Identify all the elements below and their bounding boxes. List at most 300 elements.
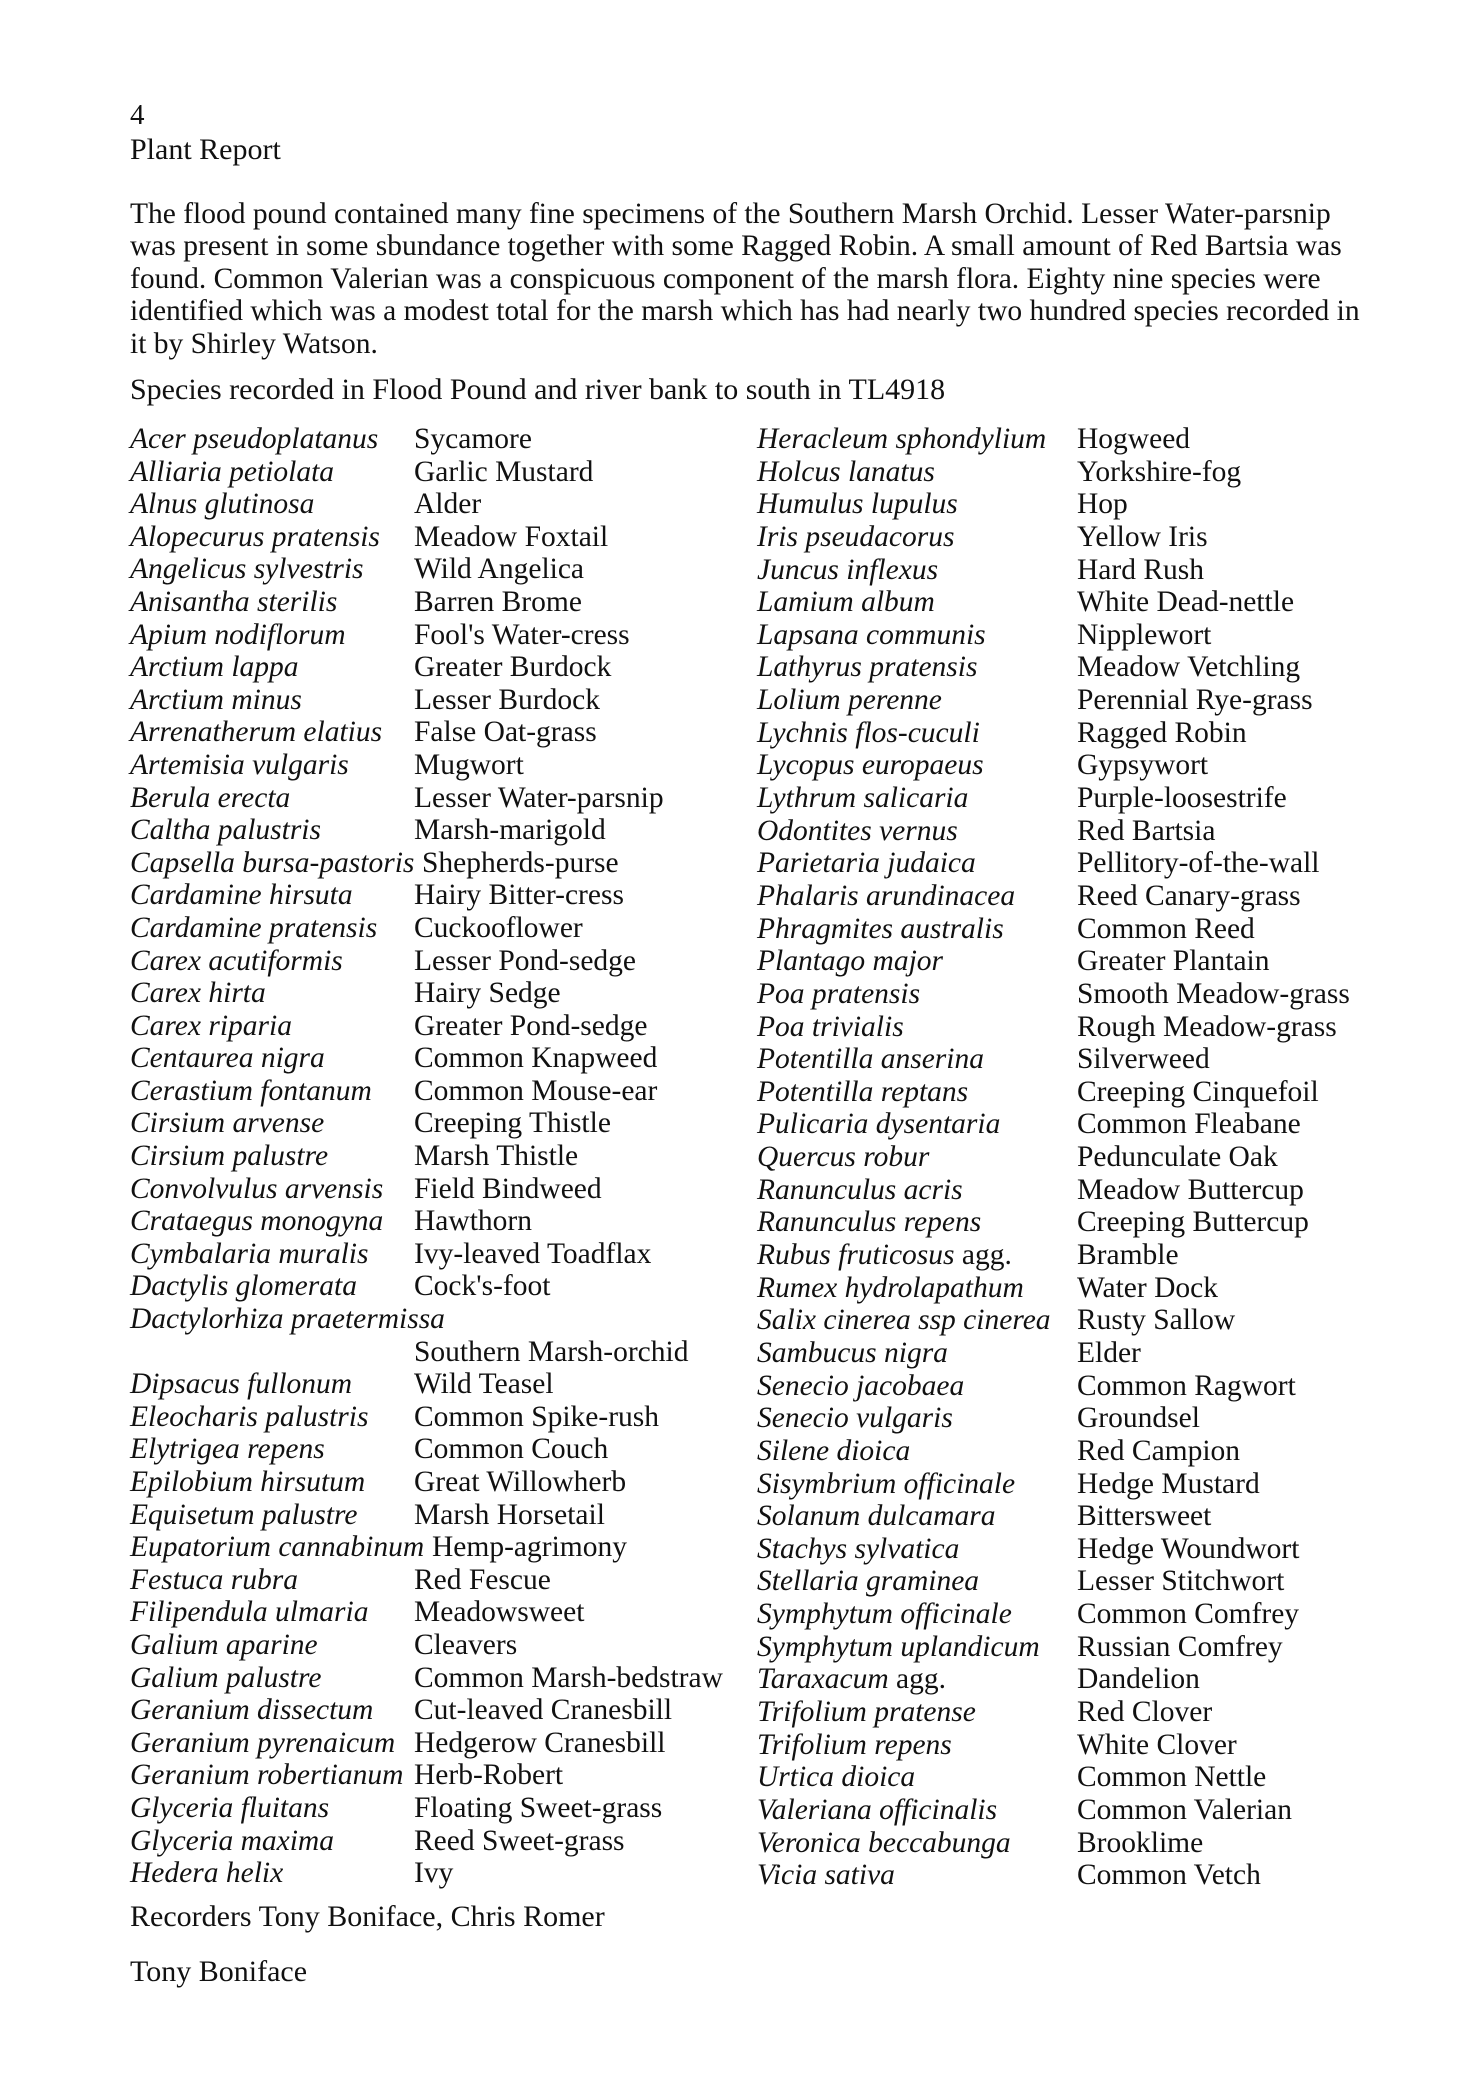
latin-name-text: Salix cinerea ssp cinerea — [757, 1304, 1051, 1337]
species-row — [757, 1370, 1417, 1403]
latin-name-text: Equisetum palustre — [130, 1498, 358, 1531]
species-row — [130, 1694, 760, 1727]
species-row — [130, 782, 760, 815]
common-name: Meadow Vetchling — [1077, 651, 1301, 684]
latin-name-text: Quercus robur — [757, 1141, 930, 1174]
latin-name — [757, 1598, 1012, 1631]
species-row — [130, 1596, 760, 1629]
common-name: Wild Angelica — [414, 553, 585, 586]
latin-name-text: Galium aparine — [130, 1628, 318, 1661]
latin-name — [130, 1531, 424, 1564]
latin-name-text: Cymbalaria muralis — [130, 1237, 369, 1270]
common-name: White Clover — [1077, 1728, 1237, 1761]
common-name: Gypsywort — [1077, 749, 1209, 782]
species-row — [130, 1075, 760, 1108]
latin-name-text: Trifolium repens — [757, 1728, 952, 1761]
latin-name — [757, 1533, 959, 1566]
common-name: False Oat-grass — [414, 716, 597, 749]
latin-name-text: Phragmites australis — [757, 912, 1004, 945]
species-row — [757, 1011, 1417, 1044]
species-row — [130, 1792, 760, 1825]
latin-name-text: Humulus lupulus — [757, 488, 958, 521]
species-row — [757, 1500, 1417, 1533]
common-name: Pellitory-of-the-wall — [1077, 847, 1320, 880]
species-row — [757, 1468, 1417, 1501]
latin-name — [130, 1075, 372, 1108]
latin-name — [757, 554, 938, 587]
latin-name-text: Sisymbrium officinale — [757, 1467, 1016, 1500]
latin-name-text: Cirsium palustre — [130, 1140, 329, 1173]
common-name: Southern Marsh-orchid — [414, 1335, 689, 1368]
latin-name-text: Galium palustre — [130, 1661, 322, 1694]
latin-name-text: Silene dioica — [757, 1434, 911, 1467]
common-name: Fool's Water-cress — [414, 618, 630, 651]
latin-name-text: Lathyrus pratensis — [757, 651, 978, 684]
latin-name — [130, 716, 382, 749]
latin-name — [757, 1337, 948, 1370]
species-list-left — [130, 423, 760, 1890]
common-name: Smooth Meadow-grass — [1077, 977, 1350, 1010]
latin-name — [757, 456, 935, 489]
latin-name — [130, 782, 290, 815]
latin-name-text: Carex riparia — [130, 1009, 292, 1042]
common-name: Yorkshire-fog — [1077, 455, 1242, 488]
common-name: Hairy Bitter-cress — [414, 879, 624, 912]
latin-name — [130, 912, 377, 945]
latin-name-text: Lapsana communis — [757, 618, 986, 651]
latin-name — [757, 1663, 946, 1696]
latin-name — [757, 978, 920, 1011]
latin-name-text: Potentilla reptans — [757, 1075, 969, 1108]
latin-name — [130, 1857, 283, 1890]
latin-name-text: Glyceria fluitans — [130, 1791, 330, 1824]
common-name: Common Mouse-ear — [414, 1074, 658, 1107]
common-name: Reed Canary-grass — [1077, 879, 1301, 912]
common-name: Bramble — [1077, 1239, 1179, 1272]
latin-name-text: Eupatorium cannabinum — [130, 1531, 425, 1564]
common-name: Common Reed — [1077, 912, 1255, 945]
common-name: Greater Pond-sedge — [414, 1009, 648, 1042]
latin-name-text: Symphytum uplandicum — [757, 1630, 1040, 1663]
species-row — [130, 1368, 760, 1401]
common-name: Hedge Woundwort — [1077, 1532, 1300, 1565]
species-row — [757, 782, 1417, 815]
latin-name-text: Taraxacum — [757, 1663, 889, 1696]
species-row — [757, 1239, 1417, 1272]
latin-name-text: Lolium perenne — [757, 684, 942, 717]
latin-name — [130, 1466, 365, 1499]
latin-name-text: Angelicus sylvestris — [130, 553, 364, 586]
species-row — [130, 1107, 760, 1140]
common-name: Common Knapweed — [414, 1042, 658, 1075]
species-row — [130, 488, 760, 521]
species-row — [130, 879, 760, 912]
species-row — [130, 912, 760, 945]
common-name: Marsh Thistle — [414, 1140, 579, 1173]
species-row — [130, 1140, 760, 1173]
latin-name — [757, 1631, 1040, 1664]
species-row — [130, 1173, 760, 1206]
species-row — [130, 1238, 760, 1271]
species-row — [130, 847, 760, 880]
common-name: White Dead-nettle — [1077, 586, 1295, 619]
author-signature: Tony Boniface — [130, 1955, 308, 1988]
species-row — [130, 1270, 760, 1303]
common-name: Rough Meadow-grass — [1077, 1010, 1337, 1043]
species-row — [130, 1336, 760, 1369]
latin-name — [130, 1140, 328, 1173]
latin-name-text: Poa pratensis — [757, 977, 921, 1010]
latin-name-text: Glyceria maxima — [130, 1824, 334, 1857]
latin-name-text: Dipsacus fullonum — [130, 1368, 353, 1401]
common-name: Creeping Thistle — [414, 1107, 611, 1140]
common-name: Alder — [414, 488, 482, 521]
latin-name-text: Geranium robertianum — [130, 1759, 404, 1792]
species-row — [130, 1205, 760, 1238]
common-name: Herb-Robert — [414, 1759, 564, 1792]
page-title: Plant Report — [130, 133, 281, 166]
species-row — [130, 945, 760, 978]
common-name: Reed Sweet-grass — [414, 1824, 625, 1857]
species-row — [757, 1435, 1417, 1468]
latin-name-text: Artemisia vulgaris — [130, 748, 349, 781]
species-row — [130, 586, 760, 619]
species-row — [130, 1466, 760, 1499]
common-name: Field Bindweed — [414, 1172, 602, 1205]
common-name: Common Couch — [414, 1433, 609, 1466]
common-name: Hogweed — [1077, 423, 1191, 455]
species-row — [757, 1043, 1417, 1076]
latin-name — [130, 1010, 292, 1043]
latin-name — [757, 651, 977, 684]
latin-name-text: Arctium lappa — [130, 651, 299, 684]
common-name: Silverweed — [1077, 1043, 1210, 1076]
latin-name-text: Vicia sativa — [757, 1859, 895, 1892]
common-name: Red Bartsia — [1077, 814, 1216, 847]
latin-name — [757, 749, 984, 782]
latin-name — [757, 847, 976, 880]
common-name: Great Willowherb — [414, 1466, 627, 1498]
latin-name — [130, 521, 380, 554]
latin-name-text: Epilobium hirsutum — [130, 1466, 366, 1498]
latin-name-text: Urtica dioica — [757, 1761, 916, 1794]
latin-name — [757, 1304, 1051, 1337]
latin-name-text: Lychnis flos-cuculi — [757, 716, 980, 749]
common-name: Cock's-foot — [414, 1270, 551, 1303]
species-row — [757, 554, 1417, 587]
species-row — [130, 1662, 760, 1695]
common-name: Dandelion — [1077, 1663, 1200, 1696]
latin-name — [130, 879, 353, 912]
latin-name-text: Centaurea nigra — [130, 1042, 325, 1075]
latin-name-text: Arrenatherum elatius — [130, 716, 383, 749]
species-row — [130, 1401, 760, 1434]
latin-name — [130, 1596, 368, 1629]
latin-name-text: Dactylis glomerata — [130, 1270, 357, 1303]
common-name: Hard Rush — [1077, 553, 1205, 586]
common-name: Ragged Robin — [1077, 716, 1247, 749]
latin-name-text: Plantago major — [757, 945, 944, 978]
species-row — [757, 1337, 1417, 1370]
latin-name — [757, 1468, 1015, 1501]
species-row — [130, 1531, 760, 1564]
species-row — [757, 1696, 1417, 1729]
species-row — [130, 619, 760, 652]
common-name: Floating Sweet-grass — [414, 1791, 663, 1824]
aggregate-note: agg. — [896, 1663, 947, 1696]
latin-name-text: Holcus lanatus — [757, 455, 935, 488]
common-name: Bittersweet — [1077, 1500, 1212, 1533]
species-row — [130, 1857, 760, 1890]
species-row — [757, 1663, 1417, 1696]
common-name: Hedge Mustard — [1077, 1467, 1260, 1500]
latin-name — [130, 684, 302, 717]
latin-name — [757, 619, 986, 652]
latin-name-text: Rubus fruticosus — [757, 1239, 955, 1272]
common-name: Meadow Buttercup — [1077, 1173, 1304, 1206]
latin-name-text: Iris pseudacorus — [757, 520, 955, 553]
latin-name-text: Alliaria petiolata — [130, 455, 335, 488]
latin-name-text: Stellaria graminea — [757, 1565, 980, 1598]
latin-name — [130, 651, 299, 684]
species-row — [130, 684, 760, 717]
latin-name — [130, 553, 364, 586]
latin-name-text: Lamium album — [757, 586, 935, 619]
common-name: Rusty Sallow — [1077, 1304, 1236, 1337]
common-name: Mugwort — [414, 748, 524, 781]
species-row — [130, 553, 760, 586]
latin-name-text: Capsella bursa-pastoris — [130, 846, 415, 879]
common-name: Groundsel — [1077, 1402, 1200, 1435]
species-row — [130, 749, 760, 782]
latin-name-text: Senecio jacobaea — [757, 1369, 965, 1402]
latin-name-text: Valeriana officinalis — [757, 1793, 998, 1826]
latin-name-text: Pulicaria dysentaria — [757, 1108, 1001, 1141]
species-row — [130, 814, 760, 847]
common-name: Hawthorn — [414, 1205, 532, 1238]
species-row — [757, 651, 1417, 684]
latin-name-text: Festuca rubra — [130, 1563, 298, 1596]
latin-name-text: Crataegus monogyna — [130, 1205, 384, 1238]
species-row — [757, 978, 1417, 1011]
common-name: Ivy-leaved Toadflax — [414, 1237, 652, 1270]
latin-name-text: Filipendula ulmaria — [130, 1596, 369, 1629]
latin-name-text: Poa trivialis — [757, 1010, 904, 1043]
species-row — [757, 880, 1417, 913]
latin-name — [757, 782, 968, 815]
species-row — [757, 1076, 1417, 1109]
latin-name — [757, 913, 1004, 946]
latin-name — [130, 1825, 334, 1858]
common-name: Red Fescue — [414, 1563, 551, 1596]
latin-name — [757, 945, 943, 978]
species-row — [757, 1533, 1417, 1566]
latin-name — [757, 1011, 904, 1044]
common-name: Water Dock — [1077, 1271, 1218, 1304]
common-name: Common Spike-rush — [414, 1400, 660, 1433]
species-row — [130, 423, 760, 456]
common-name: Shepherds-purse — [422, 846, 619, 879]
common-name: Red Clover — [1077, 1695, 1213, 1728]
latin-name — [130, 1238, 368, 1271]
latin-name — [130, 1042, 325, 1075]
latin-name — [130, 945, 343, 978]
species-row — [757, 847, 1417, 880]
species-row — [757, 1761, 1417, 1794]
common-name: Creeping Cinquefoil — [1077, 1075, 1319, 1108]
latin-name — [130, 1303, 445, 1336]
latin-name-text: Geranium pyrenaicum — [130, 1726, 396, 1759]
species-row — [757, 423, 1417, 456]
common-name: Elder — [1077, 1336, 1141, 1369]
latin-name — [757, 880, 1015, 913]
species-row — [130, 456, 760, 489]
latin-name — [130, 423, 378, 456]
species-row — [130, 1433, 760, 1466]
latin-name — [130, 847, 414, 880]
species-row — [130, 1499, 760, 1532]
common-name: Creeping Buttercup — [1077, 1206, 1309, 1239]
common-name: Perennial Rye-grass — [1077, 684, 1313, 717]
species-row — [757, 913, 1417, 946]
species-row — [757, 619, 1417, 652]
species-row — [130, 716, 760, 749]
species-row — [130, 521, 760, 554]
latin-name — [757, 1076, 968, 1109]
species-row — [130, 1042, 760, 1075]
latin-name-text: Convolvulus arvensis — [130, 1172, 384, 1205]
latin-name — [130, 1401, 368, 1434]
latin-name — [757, 1794, 997, 1827]
common-name: Common Marsh-bedstraw — [414, 1661, 723, 1694]
common-name: Russian Comfrey — [1077, 1630, 1283, 1663]
species-row — [757, 521, 1417, 554]
latin-name — [130, 1433, 325, 1466]
common-name: Barren Brome — [414, 585, 582, 618]
species-row — [757, 1206, 1417, 1239]
common-name: Ivy — [414, 1857, 454, 1890]
common-name: Marsh Horsetail — [414, 1498, 605, 1531]
common-name: Meadow Foxtail — [414, 520, 609, 553]
common-name: Cleavers — [414, 1628, 518, 1661]
common-name: Red Campion — [1077, 1434, 1241, 1467]
species-row — [757, 456, 1417, 489]
common-name: Cuckooflower — [414, 911, 583, 944]
common-name: Common Nettle — [1077, 1761, 1267, 1794]
common-name: Garlic Mustard — [414, 455, 594, 488]
latin-name — [130, 1270, 357, 1303]
latin-name — [757, 1565, 979, 1598]
common-name: Purple-loosestrife — [1077, 782, 1287, 815]
latin-name-text: Cardamine hirsuta — [130, 879, 353, 912]
latin-name-text: Stachys sylvatica — [757, 1532, 960, 1565]
species-row — [130, 1303, 760, 1336]
latin-name — [757, 1370, 964, 1403]
latin-name — [757, 684, 942, 717]
latin-name-text: Ranunculus acris — [757, 1173, 963, 1206]
common-name: Lesser Pond-sedge — [414, 944, 637, 977]
common-name: Marsh-marigold — [414, 814, 606, 847]
latin-name-text: Carex hirta — [130, 977, 266, 1010]
species-row — [757, 1272, 1417, 1305]
common-name: Hairy Sedge — [414, 977, 561, 1010]
common-name: Lesser Burdock — [414, 683, 600, 716]
latin-name — [130, 586, 337, 619]
latin-name-text: Potentilla anserina — [757, 1043, 984, 1076]
latin-name-text: Solanum dulcamara — [757, 1500, 996, 1533]
species-row — [757, 1565, 1417, 1598]
latin-name-text: Caltha palustris — [130, 814, 321, 847]
latin-name-text: Acer pseudoplatanus — [130, 423, 379, 455]
species-row — [130, 1010, 760, 1043]
species-list-right — [757, 423, 1417, 1892]
latin-name-text: Carex acutiformis — [130, 944, 343, 977]
latin-name — [130, 977, 266, 1010]
latin-name-text: Parietaria judaica — [757, 847, 976, 880]
latin-name — [757, 1500, 995, 1533]
species-list-heading: Species recorded in Flood Pound and river bank to south in TL4918 — [130, 373, 946, 406]
species-row — [757, 1108, 1417, 1141]
latin-name — [130, 1629, 318, 1662]
latin-name-text: Cerastium fontanum — [130, 1074, 372, 1107]
latin-name-text: Elytrigea repens — [130, 1433, 325, 1466]
latin-name-text: Symphytum officinale — [757, 1598, 1012, 1631]
latin-name — [130, 749, 349, 782]
common-name: Common Fleabane — [1077, 1108, 1301, 1141]
latin-name — [130, 1792, 329, 1825]
species-row — [757, 749, 1417, 782]
common-name: Nipplewort — [1077, 618, 1212, 651]
latin-name — [130, 619, 346, 652]
species-row — [757, 1631, 1417, 1664]
common-name: Hedgerow Cranesbill — [414, 1726, 666, 1759]
latin-name — [130, 1727, 395, 1760]
latin-name-text: Trifolium pratense — [757, 1695, 976, 1728]
latin-name — [130, 488, 314, 521]
latin-name — [757, 1696, 976, 1729]
species-row — [757, 684, 1417, 717]
latin-name-text: Lythrum salicaria — [757, 782, 969, 815]
recorders-line: Recorders Tony Boniface, Chris Romer — [130, 1900, 605, 1933]
latin-name-text: Apium nodiflorum — [130, 618, 346, 651]
species-row — [757, 1598, 1417, 1631]
species-row — [130, 977, 760, 1010]
latin-name — [757, 1827, 1011, 1860]
latin-name — [757, 1729, 952, 1762]
latin-name — [757, 1141, 929, 1174]
common-name: Cut-leaved Cranesbill — [414, 1694, 673, 1727]
latin-name — [130, 1564, 298, 1597]
latin-name — [130, 1205, 383, 1238]
latin-name-text: Arctium minus — [130, 683, 302, 716]
latin-name-text: Alopecurus pratensis — [130, 520, 380, 553]
latin-name — [130, 1694, 373, 1727]
latin-name-text: Anisantha sterilis — [130, 585, 338, 618]
common-name: Common Ragwort — [1077, 1369, 1296, 1402]
latin-name-text: Odontites vernus — [757, 814, 958, 847]
latin-name — [757, 1239, 1012, 1272]
latin-name — [757, 815, 958, 848]
species-row — [757, 1827, 1417, 1860]
common-name: Meadowsweet — [414, 1596, 585, 1629]
species-row — [757, 586, 1417, 619]
latin-name-text: Juncus inflexus — [757, 553, 939, 586]
species-row — [757, 1174, 1417, 1207]
species-row — [757, 1402, 1417, 1435]
latin-name — [757, 586, 935, 619]
species-row — [757, 488, 1417, 521]
page-number: 4 — [130, 99, 145, 131]
